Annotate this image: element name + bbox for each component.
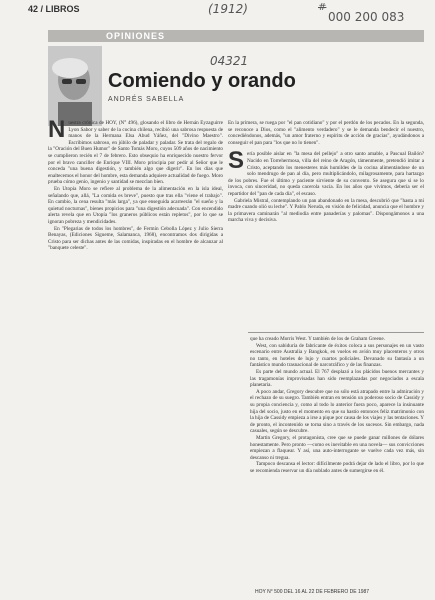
article-column-2	[228, 120, 424, 328]
col3-paragraph-1: que ha creado Morris West. Y también de los de Graham Greene.	[250, 336, 385, 342]
article-title: Comiendo y orando	[108, 70, 296, 92]
page-footer: HOY N° 500 DEL 16 AL 22 DE FEBRERO DE 1987	[255, 589, 370, 595]
article-column-3	[250, 336, 424, 586]
stamp-number: 000 200 083	[328, 10, 405, 24]
section-label: OPINIONES	[106, 31, 166, 41]
page-label: 42 / LIBROS	[28, 4, 80, 14]
col2-paragraph-1: En la primera, se ruega por "el pan cotidiano" y por el perdón de los pecados. En la segunda, se reconoce a Dios, como el "alimento verdadero" y se le demanda bendecir el nuestro, concediéndonos, además, "un amor fraterno y espíritu de acción de gracias", ayudándonos a conseguir el pan para "los que no lo tienen".	[228, 120, 424, 146]
col3-paragraph-3: Es parte del mundo actual. El 767 desplazó a los plácidos buenos mercantes y las tragamonías improvisadas han sido reemplazadas por negociados a escala planetaria.	[250, 368, 424, 389]
handwritten-year: (1912)	[208, 2, 248, 16]
section-bar	[48, 30, 424, 42]
dropcap-n: N	[48, 120, 66, 143]
col3-paragraph-5: Martin Gregory, el protagonista, cree que se puede ganar millones de dólares honestamente. Pero pronto —como es inevitable en una novela— sus convicciones empiezan a flaquear. Y así, una auto-interrogante se vuelve cada vez más, sin descanso ni tregua.	[250, 434, 424, 461]
handwritten-code: 04321	[210, 54, 249, 68]
author-portrait-icon	[48, 46, 102, 126]
dropcap-s: S	[228, 147, 245, 175]
col3-paragraph-2: West, con sabiduría de fabricante de éxitos coloca a sus personajes en un vasto escenario entre Australia y Bangkok, en vuelos en avión muy placenteros y otros no tanto, en hoteles de lujo y cuartos policiales. Devanado su fantasía a un fantástico mundo trasnacional de narcotráfico y de las finanzas.	[250, 342, 424, 369]
col2-paragraph-3: Gabriela Mistral, contemplando un pan abandonado en la mesa, descubrió que "hasta a mí madre cuando olió su leche". Y Pablo Neruda, en visión de felicidad, anuncia que el hombre y la primavera caminarán "al mediodía entre panaderías y palomas". Dispongámonos a una marcha viva y decisiva.	[228, 197, 424, 224]
col3-paragraph-6: Tampoco descansa el lector: difícilmente podrá dejar de lado el libro, por lo que se recomienda reservar un día nublado antes de sumergirse en él.	[250, 461, 424, 474]
article-author: ANDRÉS SABELLA	[108, 96, 185, 103]
col3-paragraph-4: A poco andar, Gregory descubre que no sólo está atrapado entre la admiración y el rechazo de su suegro. También entran en tensión un poderoso socio de Cassidy y su propia conciencia y, como al todo lo anterior fuera poco, aparece la insinuante hija del socio, justo en el momento en que su hastío entonces feliz matrimonio con la hija de Cassidy empieza a irse a pique por causa de los viajes y las tentaciones. Y de pronto, el incontenido se torna sino a través de los sucesos. Sin embargo, nada casuales, según se descubre.	[250, 388, 424, 435]
article-column-1	[48, 120, 223, 328]
author-photo	[48, 46, 102, 126]
col1-paragraph-3: En "Plegarias de todos los hombres", de Fermín Cebolla López y Julio Sierra Benayas, (Ediciones Sigueme, Salamanca, 1968), encontramos dos dirigidas a Cristo para ser dichas antes de las comidas, inspiradas en el hombre de alcanzar al "banquete celeste".	[48, 225, 223, 252]
col2-paragraph-2: ería posible aislar en "la mesa del pellejo" a otro santo amable, a Pascual Bailón? Nacido en Torrehermosa, villa del reino de Aragón, támenmente, pretendió imitar a Cristo, aceptando los menesteres más humildes de la cocina alimentándose de un solo mendrugo de pan al día, pero multiplicándolo, milagrosamente, para hartazgo de los pobres. Fue el último y paciente sirviente de su convento. Se asegura que si se lo invoca, con sinceridad, no queda cacerola vacía. En los años que vivimos, debería ser el repartidor del "pan de cada día", el escaso.	[228, 151, 424, 197]
col1-paragraph-1: uestra crónica de HOY, (N° 496), glosando el libro de Hernán Eyzaguirre Lyon Sabor y saber de la cocina chilena, recibió una sabrosa respuesta de manos de la Hermana Elsa Abud Yáñez, del "Divino Maestro". Escribimos sabroso, en júbilo de paladar y paladar. Se trata del regalo de la "Oración del Buen Humor" de Santo Tomás Moro, cuyos 509 años de nacimiento se cumplieron recién el 7 de febrero. Esto obsequio ha enriquecido nuestro fervor por el bravo canciller de Enrique VIII. Moro principia por pedir al Señor que le conceda "una buena digestión, y también algo que digerir". En los días que enaltecemos el honor del hombre, esta demanda adquiere actualidad de fuego. Moro prueba cómo genio, ingenio y santidad se mezclan bien.	[48, 120, 223, 186]
handwritten-mark: #	[318, 2, 327, 13]
col1-paragraph-2: En Utopía Moro se refiere al problema de la alimentación en la isla ideal, señalando que, allá, "La comida es breve", puesto que tras ella "viene el trabajo". En cambio, la cena resulta "más larga", ya que enseguida acarreerán "el sueño y la quietud nocturnas", bienes propicios para "una digestión adecuada". Con encendido alerta revela que en Utopía "los graneros públicos están repletos", por lo que se ignoran pobreza y mendicidades.	[48, 185, 223, 225]
divider	[248, 332, 424, 333]
